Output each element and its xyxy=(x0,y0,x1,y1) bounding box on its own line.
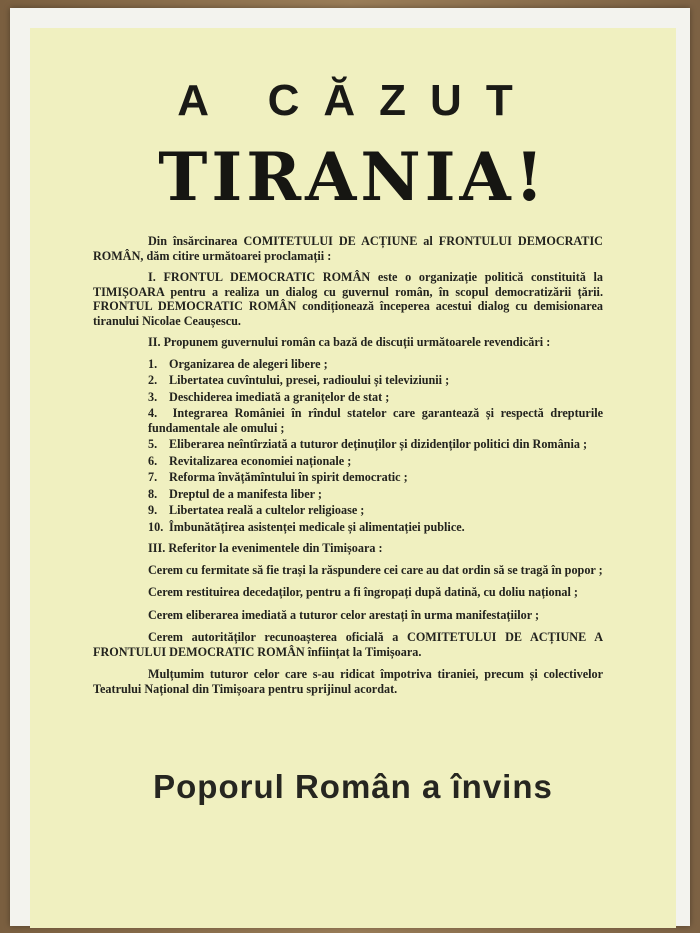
headline-line-2: TIRANIA! xyxy=(158,138,548,216)
list-item-number: 4. xyxy=(148,406,158,420)
list-item-text: Libertatea reală a cultelor religioase ; xyxy=(169,503,365,517)
demands-list xyxy=(93,357,603,535)
list-item-text: Organizarea de alegeri libere ; xyxy=(169,356,328,371)
list-item-text: Libertatea cuvîntului, presei, radioului și televiziunii ; xyxy=(169,373,450,387)
list-item xyxy=(93,390,603,405)
list-item xyxy=(93,373,603,388)
list-item-number: 2. xyxy=(148,373,158,387)
list-item-text: Integrarea României în rîndul statelor care garantează și respectă drepturile fundamentale ale omului ; xyxy=(148,406,604,435)
list-item-number: 6. xyxy=(148,453,158,468)
list-item-number: 5. xyxy=(148,437,158,451)
list-item-number: 10. xyxy=(148,519,164,534)
list-item-number: 3. xyxy=(148,389,158,404)
paper-border xyxy=(10,8,690,926)
list-item xyxy=(93,437,603,452)
timisoara-demand-3: Cerem eliberarea imediată a tuturor celor arestați în urma manifestațiilor ; xyxy=(148,607,540,622)
list-item-text: Revitalizarea economiei naționale ; xyxy=(169,453,352,468)
section-2-paragraph: II. Propunem guvernului român ca bază de discuții următoarele revendicări : xyxy=(148,335,551,349)
list-item-number: 1. xyxy=(148,356,158,371)
list-item-text: Dreptul de a manifesta liber ; xyxy=(169,486,322,501)
list-item xyxy=(93,357,603,372)
list-item xyxy=(93,454,603,469)
proclamation-body xyxy=(93,234,603,703)
list-item xyxy=(93,487,603,502)
headline-line-1: A CĂZUT xyxy=(177,76,537,125)
timisoara-demand-4: Cerem autorităților recunoașterea oficială a COMITETULUI DE ACȚIUNE A FRONTULUI DEMOCRATIC ROMÂN înființat la Timișoara. xyxy=(93,630,603,659)
list-item-text: Îmbunătățirea asistenței medicale și alimentației publice. xyxy=(169,519,465,534)
list-item-text: Reforma învățămîntului în spirit democratic ; xyxy=(169,470,408,484)
list-item-number: 7. xyxy=(148,470,158,484)
list-item xyxy=(93,470,603,485)
poster-sheet xyxy=(30,28,676,928)
signature-line: Poporul Român a învins xyxy=(153,768,553,805)
section-3-paragraph: III. Referitor la evenimentele din Timișoara : xyxy=(148,541,383,555)
list-item-number: 9. xyxy=(148,503,158,517)
list-item xyxy=(93,503,603,518)
list-item-text: Eliberarea neîntîrziată a tuturor deținuților și dizidenților politici din România ; xyxy=(169,437,588,451)
list-item-text: Deschiderea imediată a granițelor de stat ; xyxy=(169,389,390,404)
list-item-number: 8. xyxy=(148,486,158,501)
timisoara-demand-1: Cerem cu fermitate să fie trași la răspundere cei care au dat ordin să se tragă în popor ; xyxy=(148,562,603,577)
list-item xyxy=(93,520,603,535)
list-item xyxy=(93,406,603,435)
timisoara-demand-2: Cerem restituirea decedaților, pentru a fi îngropați după datină, cu doliu național ; xyxy=(148,585,578,599)
intro-paragraph: Din însărcinarea COMITETULUI DE ACȚIUNE al FRONTULUI DEMOCRATIC ROMÂN, dăm citire următoarei proclamații : xyxy=(93,234,603,263)
section-1-paragraph: I. FRONTUL DEMOCRATIC ROMÂN este o organizație politică constituită la TIMIȘOARA pentru a realiza un dialog cu guvernul român, în scopul democratizării țării. FRONTUL DEMOCRATIC ROMÂN condiționează începerea acestui dialog cu demisionarea tiranului Nicolae Ceaușescu. xyxy=(93,270,603,328)
thanks-paragraph: Mulțumim tuturor celor care s-au ridicat împotriva tiraniei, precum și colectivelor Teatrului Național din Timișoara pentru sprijinul acordat. xyxy=(93,667,603,696)
